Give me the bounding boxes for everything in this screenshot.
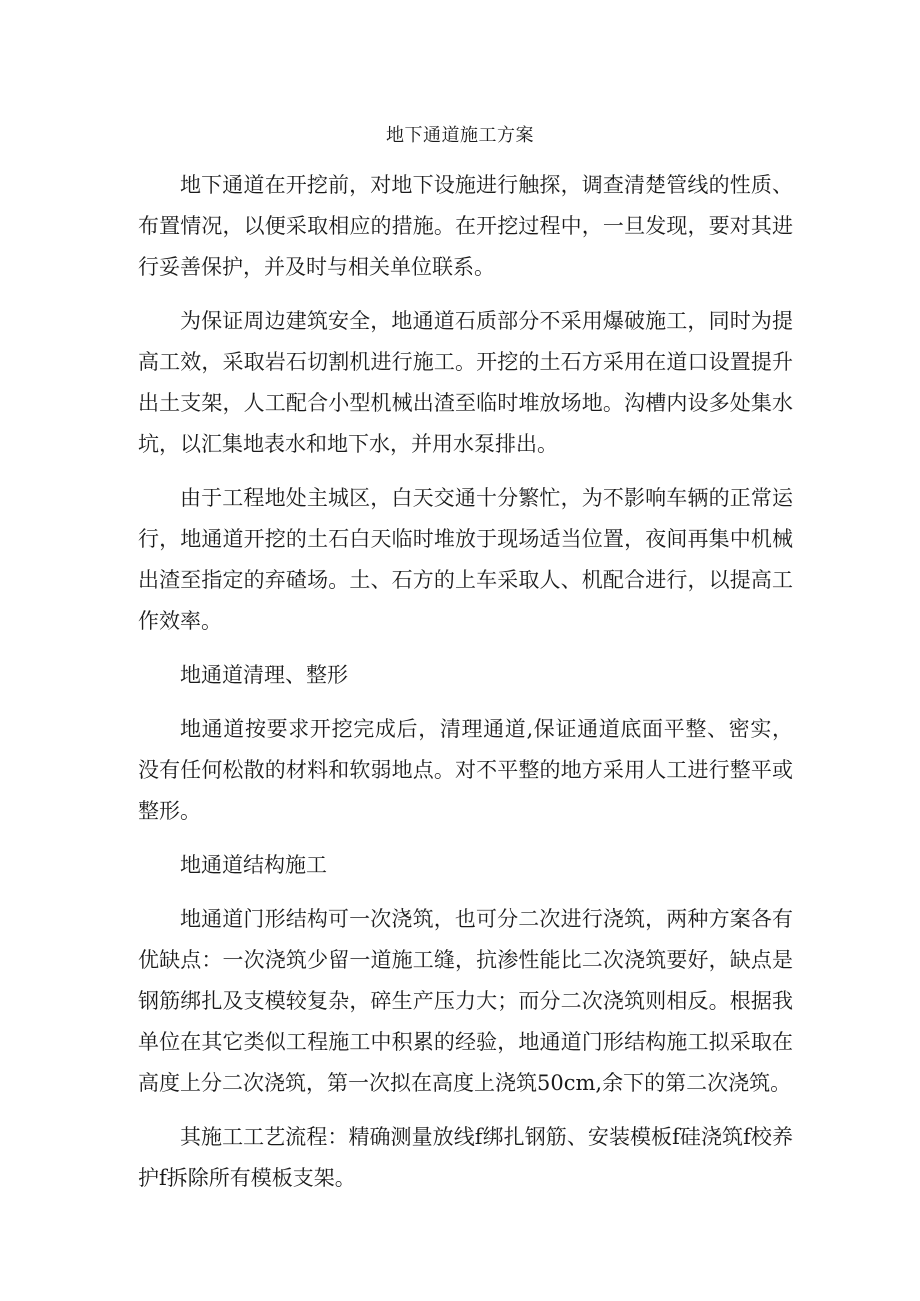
- section-heading-cleaning-shaping: 地通道清理、整形: [180, 663, 348, 687]
- paragraph-traffic-arrangement: 由于工程地处主城区，白天交通十分繁忙，为不影响车辆的正常运行，地通道开挖的土石白天临时堆放于现场适当位置，夜间再集中机械出渣至指定的弃碴场。土、石方的上车采取人、机配合进行，以提高工作效率。: [138, 486, 793, 633]
- section-heading-structure-construction: 地通道结构施工: [180, 853, 327, 877]
- paragraph-process-flow: 其施工工艺流程：精确测量放线f绑扎钢筋、安装模板f硅浇筑f校养护f拆除所有模板支架。: [138, 1125, 793, 1190]
- document-body: [138, 165, 793, 1212]
- paragraph-rock-cutting: 为保证周边建筑安全，地通道石质部分不采用爆破施工，同时为提高工效，采取岩石切割机进行施工。开挖的土石方采用在道口设置提升出土支架，人工配合小型机械出渣至临时堆放场地。沟槽内设多处集水坑，以汇集地表水和地下水，并用水泵排出。: [138, 309, 793, 456]
- paragraph-cleaning-shaping: 地通道按要求开挖完成后，清理通道,保证通道底面平整、密实，没有任何松散的材料和软弱地点。对不平整的地方采用人工进行整平或整形。: [138, 717, 793, 823]
- paragraph-pouring-method: 地通道门形结构可一次浇筑，也可分二次进行浇筑，两种方案各有优缺点：一次浇筑少留一道施工缝，抗渗性能比二次浇筑要好，缺点是钢筋绑扎及支模较复杂，碎生产压力大；而分二次浇筑则相反。根据我单位在其它类似工程施工中积累的经验，地通道门形结构施工拟采取在高度上分二次浇筑，第一次拟在高度上浇筑50cm,余下的第二次浇筑。: [138, 907, 793, 1095]
- paragraph-pre-excavation: 地下通道在开挖前，对地下设施进行触探，调查清楚管线的性质、布置情况，以便采取相应的措施。在开挖过程中，一旦发现，要对其进行妥善保护，并及时与相关单位联系。: [138, 173, 793, 279]
- document-title: 地下通道施工方案: [386, 125, 534, 146]
